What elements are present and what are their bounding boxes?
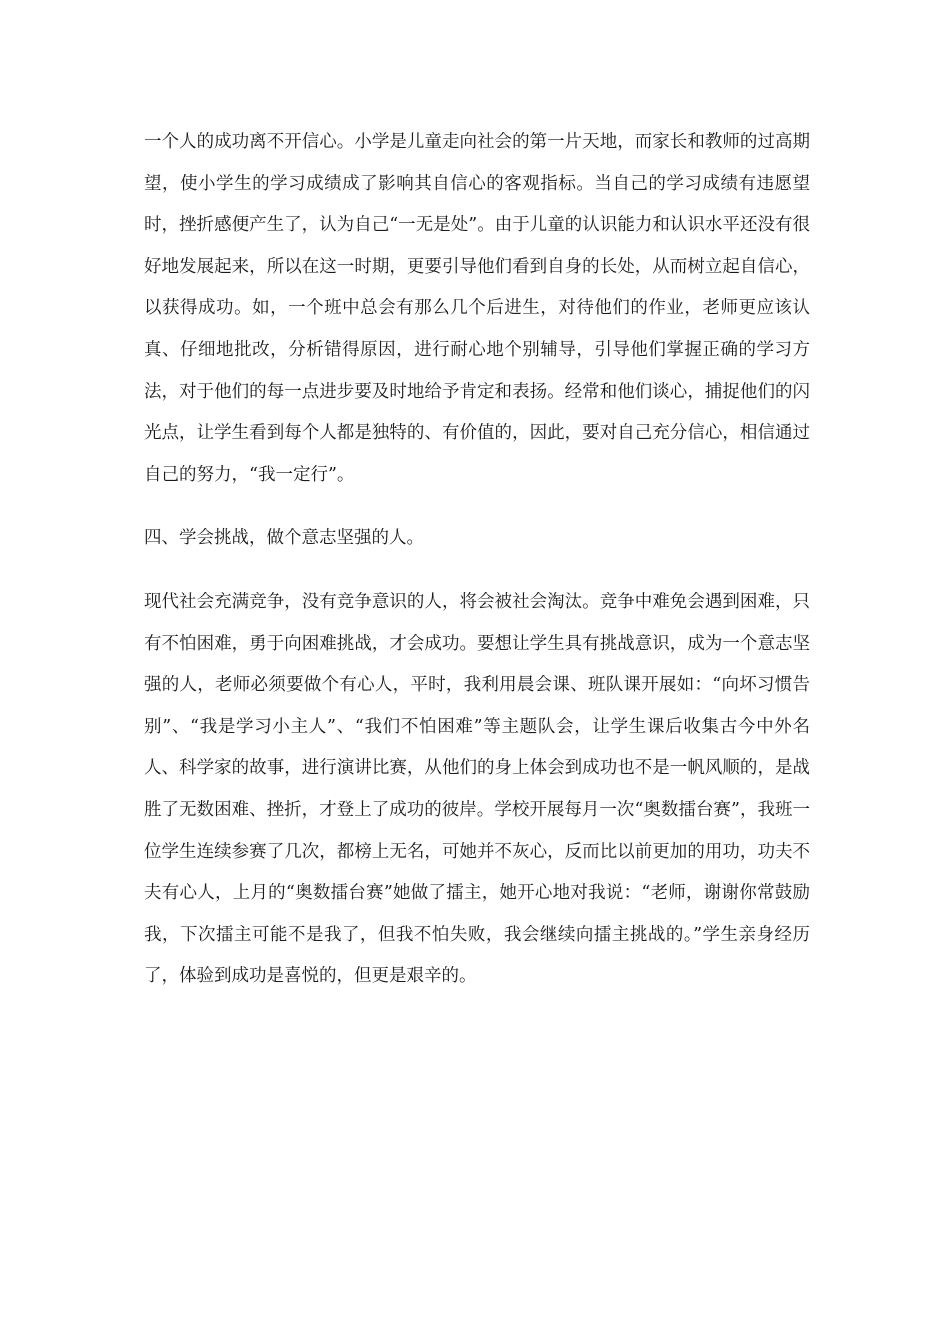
paragraph-confidence: 一个人的成功离不开信心。小学是儿童走向社会的第一片天地，而家长和教师的过高期望，使小学生的学习成绩成了影响其自信心的客观指标。当自己的学习成绩有违愿望时，挫折感便产生了，认为自己“一无是处”。由于儿童的认识能力和认识水平还没有很好地发展起来，所以在这一时期，更要引导他们看到自身的长处，从而树立起自信心，以获得成功。如，一个班中总会有那么几个后进生，对待他们的作业，老师更应该认真、仔细地批改，分析错得原因，进行耐心地个别辅导，引导他们掌握正确的学习方法，对于他们的每一点进步要及时地给予肯定和表扬。经常和他们谈心，捕捉他们的闪光点，让学生看到每个人都是独特的、有价值的，因此，要对自己充分信心，相信通过自己的努力，“我一定行”。	[144, 132, 810, 485]
section-heading: 四、学会挑战，做个意志坚强的人。	[144, 528, 424, 549]
paragraph-challenge: 现代社会充满竞争，没有竞争意识的人，将会被社会淘汰。竞争中难免会遇到困难，只有不怕困难，勇于向困难挑战，才会成功。要想让学生具有挑战意识，成为一个意志坚强的人，老师必须要做个有心人，平时，我利用晨会课、班队课开展如：“向坏习惯告别”、“我是学习小主人”、“我们不怕困难”等主题队会，让学生课后收集古今中外名人、科学家的故事，进行演讲比赛，从他们的身上体会到成功也不是一帆风顺的，是战胜了无数困难、挫折，才登上了成功的彼岸。学校开展每月一次“奥数擂台赛”，我班一位学生连续参赛了几次，都榜上无名，可她并不灰心，反而比以前更加的用功，功夫不夫有心人，上月的“奥数擂台赛”她做了擂主，她开心地对我说：“老师，谢谢你常鼓励我，下次擂主可能不是我了，但我不怕失败，我会继续向擂主挑战的。”学生亲身经历了，体验到成功是喜悦的，但更是艰辛的。	[144, 591, 810, 987]
document-body	[144, 122, 810, 998]
